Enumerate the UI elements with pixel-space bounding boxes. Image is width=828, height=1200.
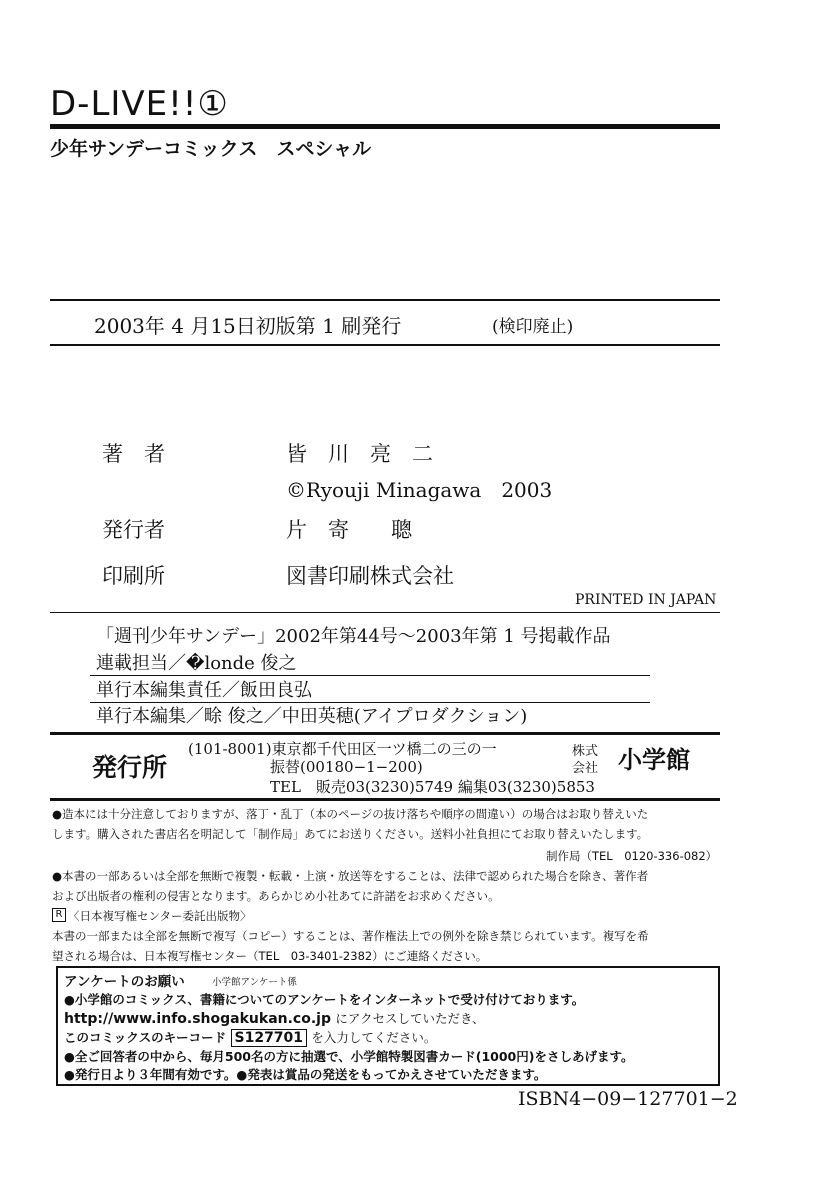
serialization-editor: 連載担当／�londe 俊之 xyxy=(96,653,297,674)
survey-heading-sub: 小学館アンケート係 xyxy=(212,977,297,988)
publisher-bottom-rule xyxy=(50,798,720,801)
date-top-rule xyxy=(50,299,720,301)
copyright: ©Ryouji Minagawa 2003 xyxy=(286,478,553,502)
printer-name: 図書印刷株式会社 xyxy=(286,564,454,588)
publisher-label: 発行者 xyxy=(102,518,165,542)
notice-contact: 制作局（TEL 0120-336-082） xyxy=(546,849,718,863)
serialization-top-rule xyxy=(50,612,720,613)
publication-date: 2003年 4 月15日初版第 1 刷発行 xyxy=(94,314,402,338)
survey-key-prefix: このコミックスのキーコード xyxy=(64,1030,227,1045)
notice-text: ●造本には十分注意しておりますが、落丁・乱丁（本のページの抜け落ちや順序の間違い）の場合はお取り替えいた xyxy=(52,807,649,821)
notice-text: 本書の一部または全部を無断で複写（コピー）することは、著作権法上での例外を除き禁じられています。複写を希 xyxy=(52,929,649,943)
publisher-transfer: 振替(00180−1−200) xyxy=(270,758,423,776)
survey-url-line xyxy=(64,1009,484,1027)
notice-text: ●本書の一部あるいは全部を無断で複製・転載・上演・放送等をすることは、法律で認められた場合を除き、著作者 xyxy=(52,869,649,883)
publisher-top-rule xyxy=(50,732,720,735)
survey-key-line xyxy=(64,1028,436,1046)
publisher-address: (101-8001)東京都千代田区一ツ橋二の三の一 xyxy=(188,740,497,758)
survey-text: ●全ご回答者の中から、毎月500名の方に抽選で、小学館特製図書カード(1000円)をさしあげます。 xyxy=(64,1049,634,1064)
survey-text: ●発行日より３年間有効です。●発表は賞品の発送をもってかえさせていただきます。 xyxy=(64,1067,547,1082)
isbn: ISBN4−09−127701−2 xyxy=(518,1088,738,1110)
survey-heading: アンケートのお願い xyxy=(64,974,185,990)
author-name: 皆 川 亮 二 xyxy=(286,442,433,466)
editor-in-charge: 単行本編集責任／飯田良弘 xyxy=(96,680,312,701)
publisher-tel: TEL 販売03(3230)5749 編集03(3230)5853 xyxy=(270,778,595,796)
notice-text: 〈日本複写権センター委託出版物〉 xyxy=(68,909,252,923)
survey-text: ●小学館のコミックス、書籍についてのアンケートをインターネットで受け付けております。 xyxy=(64,992,585,1007)
notice-text: および出版者の権利の侵害となります。あらかじめ小社あてに許諾をお求めください。 xyxy=(52,889,500,903)
survey-key-suffix: を入力してください。 xyxy=(311,1030,437,1045)
author-label: 著 者 xyxy=(102,442,165,466)
date-bottom-rule xyxy=(50,344,720,346)
printer-label: 印刷所 xyxy=(102,564,165,588)
title-rule xyxy=(50,124,720,129)
notice-text: 望される場合は、日本複写権センター（TEL 03-3401-2382）にご連絡ください。 xyxy=(52,949,488,963)
company-type-top: 株式 xyxy=(572,744,599,759)
book-editors: 単行本編集／畭 俊之／中田英穂(アイプロダクション) xyxy=(96,706,528,727)
series-name: 少年サンデーコミックス スペシャル xyxy=(50,138,372,160)
seal-note: (検印廃止) xyxy=(492,317,574,337)
company-type-bottom: 会社 xyxy=(572,761,599,776)
company-name: 小学館 xyxy=(618,746,690,774)
printed-in: PRINTED IN JAPAN xyxy=(575,592,717,608)
survey-key-code: S127701 xyxy=(231,1029,308,1047)
serialization-line: 「週刊少年サンデー」2002年第44号〜2003年第 1 号掲載作品 xyxy=(96,626,611,647)
survey-url-suffix: にアクセスしていただき、 xyxy=(335,1011,485,1026)
publisher-name: 片 寄 聰 xyxy=(286,518,412,542)
survey-url-link[interactable]: http://www.info.shogakukan.co.jp xyxy=(64,1011,331,1027)
book-title: D-LIVE!!① xyxy=(50,84,229,124)
publisher-block-label: 発行所 xyxy=(92,753,168,782)
notice-text: します。購入された書店名を明記して「制作局」あてにお送りください。送料小社負担にてお取り替えいたします。 xyxy=(52,827,649,841)
registered-mark-icon: R xyxy=(52,908,66,922)
